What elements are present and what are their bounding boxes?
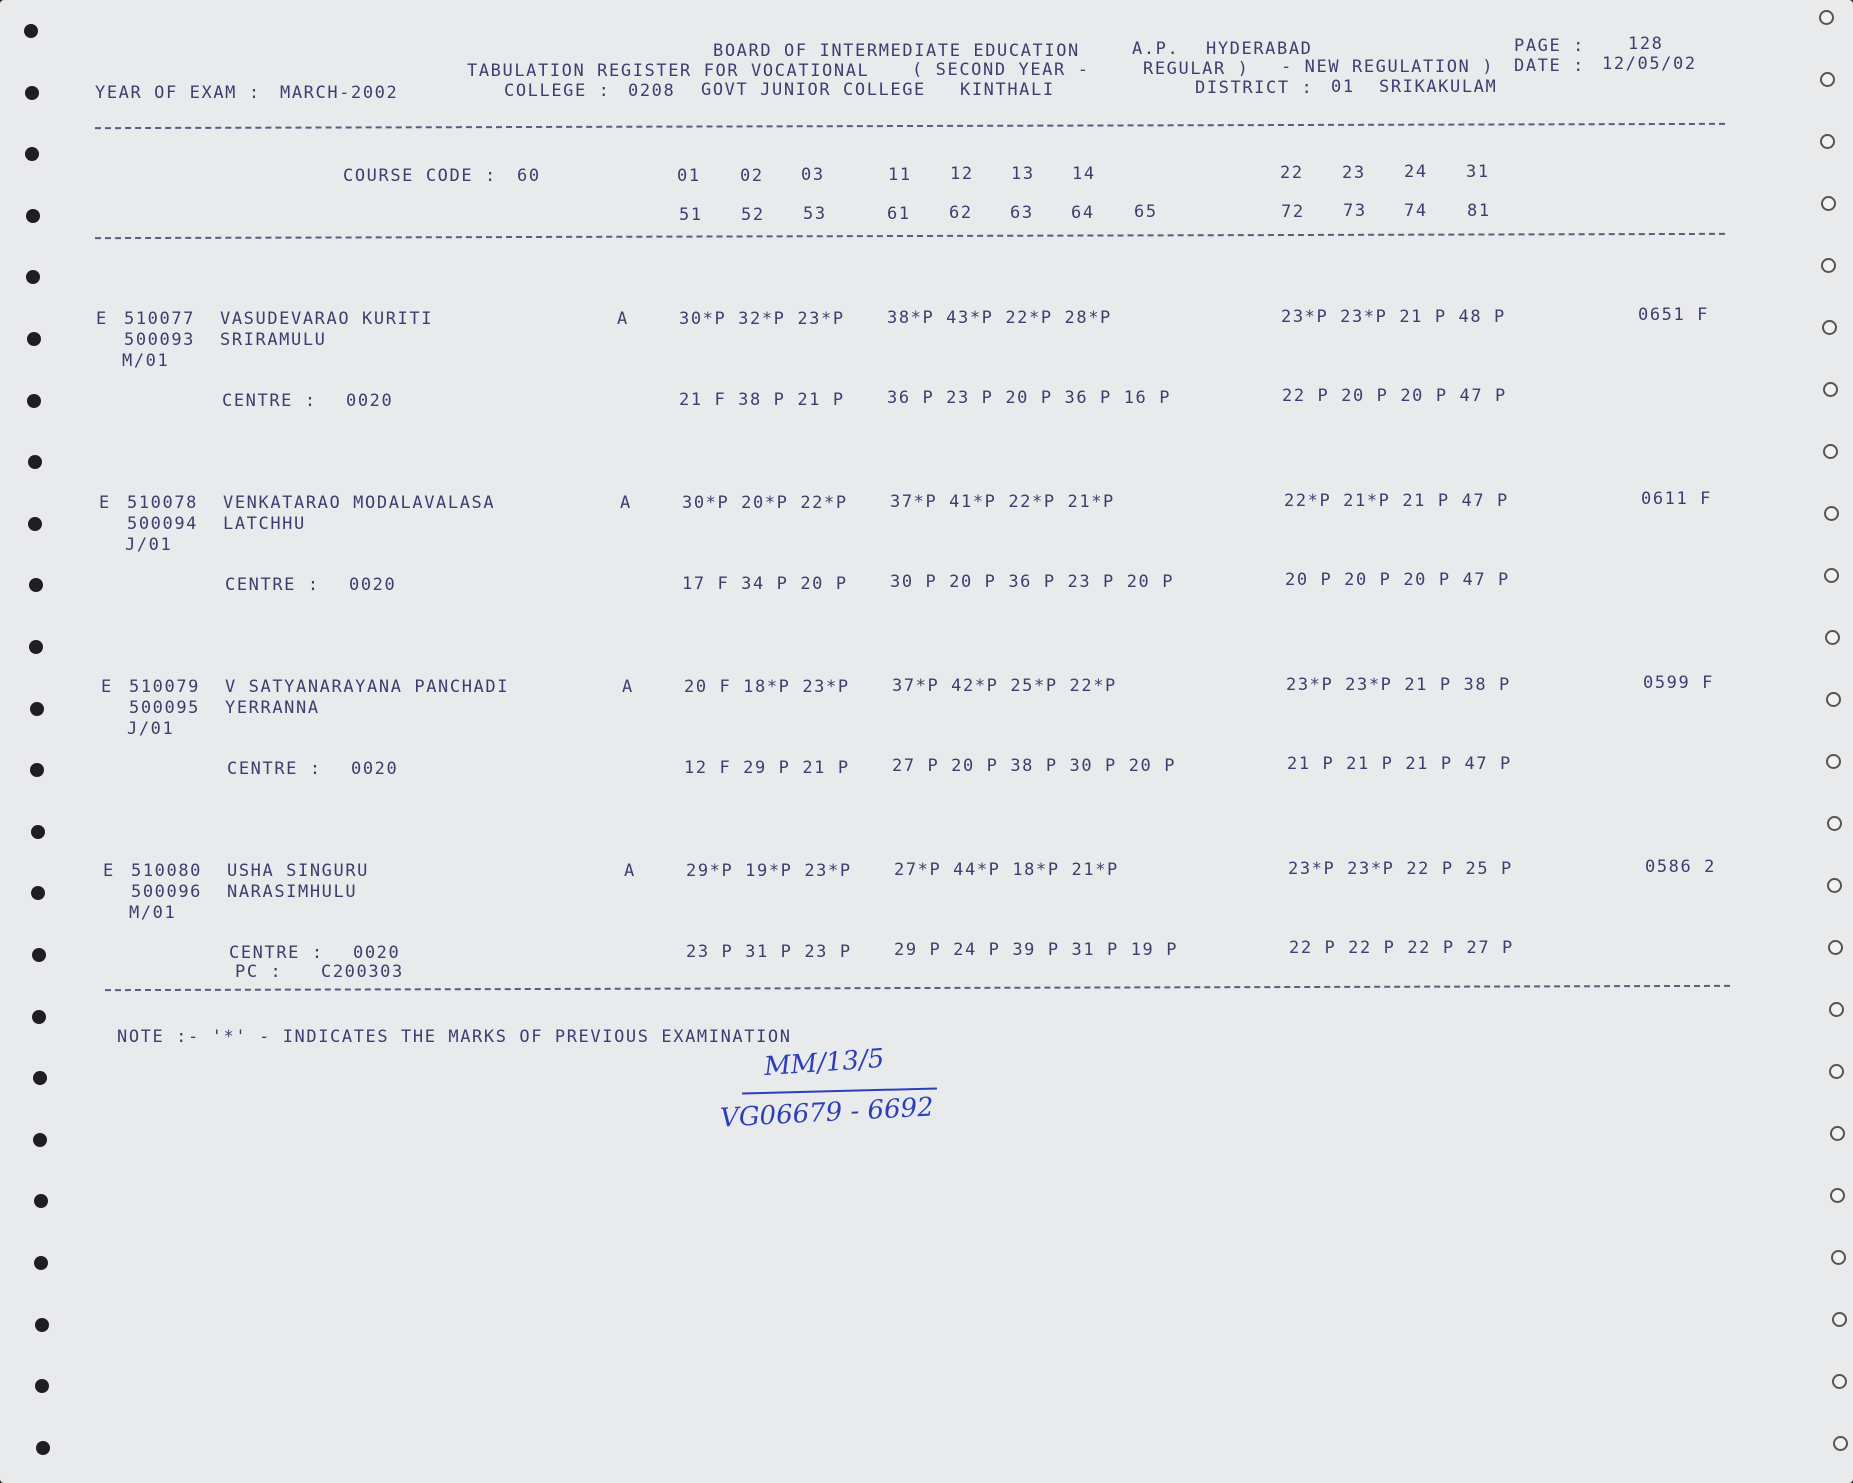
register-title: TABULATION REGISTER FOR VOCATIONAL — [467, 61, 870, 81]
total-marks-result: 0651 F — [1638, 305, 1710, 325]
marks-part2-group-c: 22 P 22 P 22 P 27 P — [1289, 938, 1514, 958]
feed-hole — [1822, 320, 1837, 335]
feed-hole — [34, 1194, 48, 1208]
board-state: A.P. — [1132, 39, 1180, 59]
feed-hole — [28, 517, 42, 531]
subject-code: 12 — [950, 164, 974, 185]
subject-code: 73 — [1343, 201, 1367, 222]
board-title: BOARD OF INTERMEDIATE EDUCATION — [713, 41, 1080, 61]
college-place: KINTHALI — [960, 80, 1055, 100]
feed-hole — [35, 1379, 49, 1393]
marks-part1-group-c: 22*P 21*P 21 P 47 P — [1284, 491, 1509, 511]
marks-part1-group-a: 29*P 19*P 23*P — [686, 861, 852, 881]
subject-code: 62 — [949, 203, 973, 224]
father-name: SRIRAMULU — [220, 330, 327, 350]
subject-code: 03 — [801, 165, 825, 186]
subject-code: 64 — [1071, 202, 1095, 223]
marks-part1-group-c: 23*P 23*P 21 P 48 P — [1281, 307, 1506, 327]
feed-hole — [34, 1256, 48, 1270]
print-date: 12/05/02 — [1602, 54, 1697, 74]
roll-number: 500093 — [124, 330, 196, 350]
record-prefix: E — [99, 493, 111, 513]
feed-hole — [1825, 630, 1840, 645]
total-marks-result: 0599 F — [1643, 673, 1715, 693]
feed-hole — [1827, 878, 1842, 893]
college-label: COLLEGE : — [504, 81, 611, 101]
subject-code: 24 — [1404, 162, 1428, 183]
subject-code: 63 — [1010, 203, 1034, 223]
subject-code: 53 — [803, 204, 827, 225]
student-name: VENKATARAO MODALAVALASA — [223, 493, 496, 513]
board-city: HYDERABAD — [1206, 39, 1313, 59]
registration-number: 510078 — [127, 493, 199, 513]
marks-part2-group-a: 17 F 34 P 20 P — [682, 574, 848, 594]
marks-part2-group-b: 36 P 23 P 20 P 36 P 16 P — [887, 388, 1172, 408]
feed-hole — [1828, 940, 1843, 955]
regulation-label: - NEW REGULATION ) — [1281, 57, 1495, 77]
subject-code: 81 — [1467, 200, 1491, 221]
feed-hole — [30, 763, 44, 777]
centre-label: CENTRE : — [222, 391, 317, 411]
feed-hole — [1820, 72, 1835, 87]
medium-code: A — [624, 861, 636, 881]
marks-part1-group-b: 38*P 43*P 22*P 28*P — [887, 308, 1112, 328]
student-name: USHA SINGURU — [227, 861, 370, 881]
medium-code: A — [617, 309, 629, 329]
marks-part1-group-c: 23*P 23*P 21 P 38 P — [1286, 675, 1511, 695]
feed-hole — [1824, 506, 1839, 521]
feed-hole — [1826, 692, 1841, 707]
feed-hole — [31, 886, 45, 900]
marks-part2-group-a: 12 F 29 P 21 P — [684, 758, 850, 778]
marks-part2-group-c: 22 P 20 P 20 P 47 P — [1282, 386, 1507, 406]
father-name: NARASIMHULU — [227, 882, 358, 902]
feed-hole — [1831, 1250, 1846, 1265]
marks-part1-group-b: 37*P 41*P 22*P 21*P — [890, 492, 1115, 512]
feed-hole — [1832, 1312, 1847, 1327]
record-prefix: E — [101, 677, 113, 697]
exam-year-label: YEAR OF EXAM : — [95, 83, 261, 103]
feed-hole — [1829, 1002, 1844, 1017]
feed-hole — [29, 640, 43, 654]
feed-hole — [27, 332, 41, 346]
handwritten-initials: MM/13/5 — [763, 1043, 886, 1083]
pc-label: PC : — [235, 962, 283, 982]
marks-part2-group-b: 29 P 24 P 39 P 31 P 19 P — [894, 940, 1179, 960]
feed-hole — [25, 86, 39, 100]
registration-number: 510077 — [124, 309, 196, 329]
feed-hole — [29, 578, 43, 592]
feed-hole — [1827, 816, 1842, 831]
subject-code: 23 — [1342, 162, 1366, 183]
record-prefix: E — [103, 861, 115, 881]
feed-hole — [1833, 1436, 1848, 1451]
feed-hole — [1823, 444, 1838, 459]
feed-hole — [1829, 1064, 1844, 1079]
feed-hole — [30, 702, 44, 716]
feed-hole — [26, 209, 40, 223]
subject-code: 02 — [740, 165, 764, 186]
feed-hole — [36, 1441, 50, 1455]
feed-hole — [24, 24, 38, 38]
date-label: DATE : — [1514, 56, 1586, 76]
subject-code: 61 — [887, 203, 911, 224]
group-code: M/01 — [122, 351, 170, 371]
roll-number: 500096 — [131, 882, 203, 902]
roll-number: 500095 — [129, 698, 201, 718]
separator-rule — [105, 985, 1730, 991]
record-prefix: E — [96, 309, 108, 329]
feed-hole — [25, 147, 39, 161]
separator-rule — [95, 233, 1725, 239]
course-code: 60 — [517, 166, 541, 186]
medium-code: A — [622, 677, 634, 697]
marks-part1-group-b: 27*P 44*P 18*P 21*P — [894, 860, 1119, 880]
centre-label: CENTRE : — [227, 759, 322, 779]
marks-part2-group-a: 21 F 38 P 21 P — [679, 390, 845, 410]
feed-hole — [1821, 258, 1836, 273]
subject-code: 65 — [1134, 202, 1158, 223]
course-code-label: COURSE CODE : — [343, 166, 497, 186]
regular-label: REGULAR ) — [1143, 59, 1250, 79]
feed-hole — [1823, 382, 1838, 397]
subject-code: 74 — [1404, 201, 1428, 221]
marks-part2-group-c: 21 P 21 P 21 P 47 P — [1287, 754, 1512, 774]
separator-rule — [95, 123, 1725, 129]
subject-code: 51 — [679, 205, 703, 225]
marks-part1-group-c: 23*P 23*P 22 P 25 P — [1288, 859, 1513, 879]
subject-code: 22 — [1280, 163, 1304, 184]
feed-hole — [35, 1318, 49, 1332]
centre-code: 0020 — [351, 759, 399, 779]
handwritten-range: VG06679 - 6692 — [719, 1092, 935, 1134]
feed-hole — [1830, 1126, 1845, 1141]
feed-hole — [1832, 1374, 1847, 1389]
student-name: VASUDEVARAO KURITI — [220, 309, 434, 329]
pc-code: C200303 — [321, 962, 404, 982]
marks-part1-group-b: 37*P 42*P 25*P 22*P — [892, 676, 1117, 696]
college-name: GOVT JUNIOR COLLEGE — [701, 80, 926, 100]
page-label: PAGE : — [1514, 36, 1586, 56]
subject-code: 52 — [741, 204, 765, 225]
exam-year: MARCH-2002 — [280, 83, 399, 103]
marks-part2-group-c: 20 P 20 P 20 P 47 P — [1285, 570, 1510, 590]
feed-hole — [1821, 196, 1836, 211]
feed-hole — [32, 1010, 46, 1024]
feed-hole — [1820, 134, 1835, 149]
feed-hole — [26, 270, 40, 284]
subject-code: 14 — [1072, 163, 1096, 184]
district-label: DISTRICT : — [1195, 78, 1314, 98]
father-name: LATCHHU — [223, 514, 306, 534]
district-code: 01 — [1331, 77, 1355, 97]
total-marks-result: 0611 F — [1641, 489, 1713, 509]
group-code: M/01 — [129, 903, 177, 923]
page-number: 128 — [1628, 34, 1664, 54]
feed-hole — [31, 825, 45, 839]
centre-code: 0020 — [353, 943, 401, 963]
feed-hole — [33, 1071, 47, 1085]
marks-part2-group-a: 23 P 31 P 23 P — [686, 942, 852, 962]
centre-label: CENTRE : — [229, 943, 324, 963]
subject-code: 11 — [888, 164, 912, 185]
medium-code: A — [620, 493, 632, 513]
father-name: YERRANNA — [225, 698, 320, 718]
marks-part2-group-b: 30 P 20 P 36 P 23 P 20 P — [890, 572, 1175, 592]
feed-hole — [1826, 754, 1841, 769]
year-type: ( SECOND YEAR - — [912, 60, 1090, 80]
feed-hole — [1819, 10, 1834, 25]
marks-part1-group-a: 30*P 20*P 22*P — [682, 493, 848, 513]
subject-code: 01 — [677, 166, 701, 186]
subject-code: 72 — [1281, 201, 1305, 222]
marks-part2-group-b: 27 P 20 P 38 P 30 P 20 P — [892, 756, 1177, 776]
student-name: V SATYANARAYANA PANCHADI — [225, 677, 510, 697]
feed-hole — [33, 1133, 47, 1147]
registration-number: 510080 — [131, 861, 203, 881]
footnote: NOTE :- '*' - INDICATES THE MARKS OF PREVIOUS EXAMINATION — [117, 1027, 792, 1047]
feed-hole — [28, 455, 42, 469]
marks-part1-group-a: 20 F 18*P 23*P — [684, 677, 850, 697]
centre-code: 0020 — [349, 575, 397, 595]
feed-hole — [27, 394, 41, 408]
roll-number: 500094 — [127, 514, 199, 534]
group-code: J/01 — [125, 535, 173, 555]
subject-code: 31 — [1466, 162, 1490, 182]
feed-hole — [1824, 568, 1839, 583]
subject-code: 13 — [1011, 164, 1035, 184]
registration-number: 510079 — [129, 677, 201, 697]
group-code: J/01 — [127, 719, 175, 739]
total-marks-result: 0586 2 — [1645, 857, 1717, 877]
centre-code: 0020 — [346, 391, 394, 411]
centre-label: CENTRE : — [225, 575, 320, 595]
marks-part1-group-a: 30*P 32*P 23*P — [679, 309, 845, 329]
feed-hole — [32, 948, 46, 962]
feed-hole — [1830, 1188, 1845, 1203]
college-code: 0208 — [628, 81, 676, 101]
district-name: SRIKAKULAM — [1379, 77, 1498, 97]
